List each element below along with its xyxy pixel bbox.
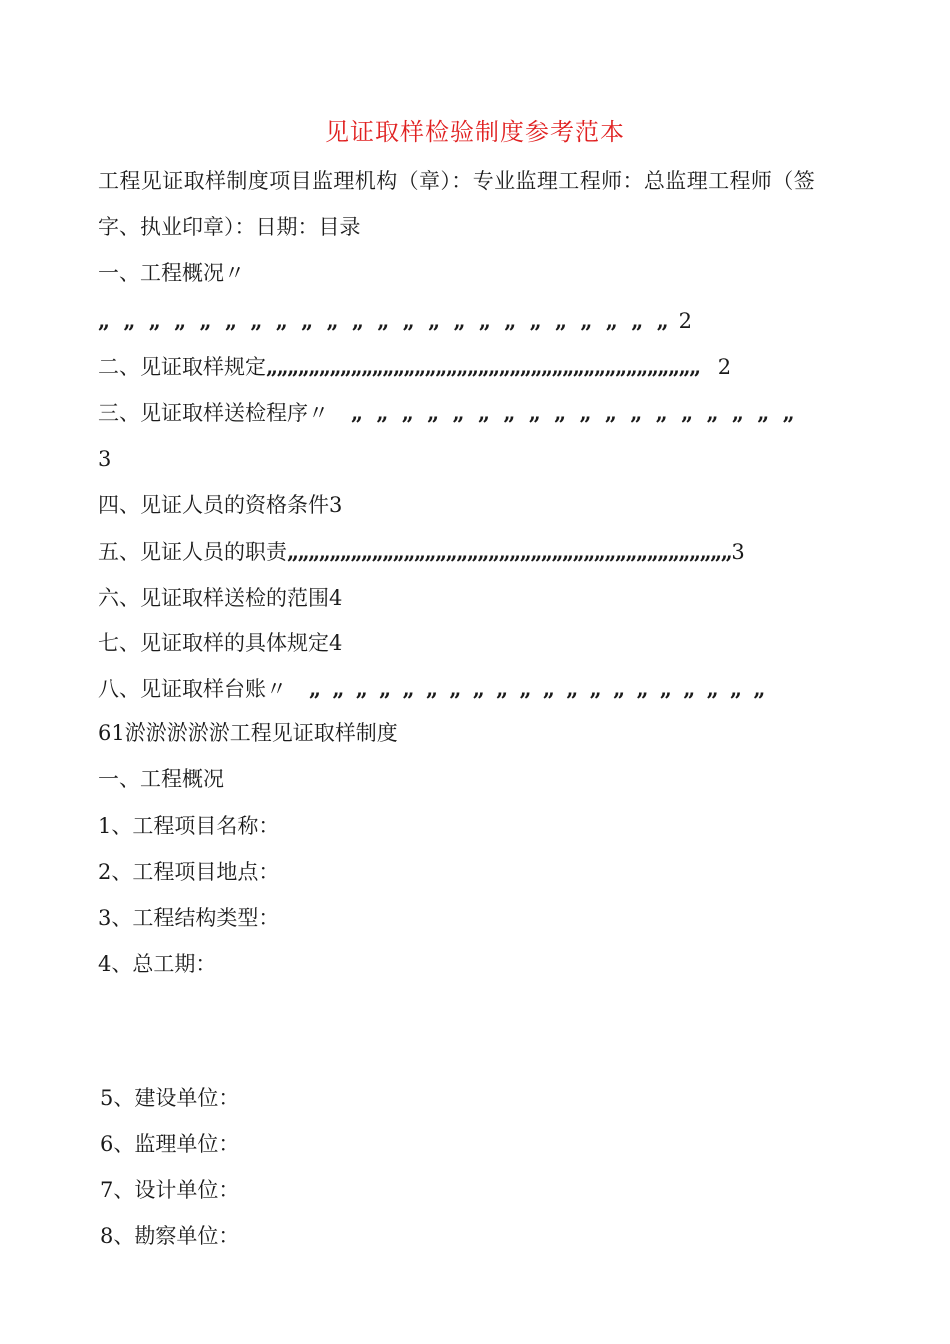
- toc-page-number: 3: [329, 493, 343, 517]
- toc-entry-6: [98, 583, 342, 613]
- toc-page-number: 4: [329, 631, 343, 655]
- toc-entry-4: [98, 490, 342, 520]
- toc-page-number: 3: [731, 540, 745, 564]
- toc-entry-3-page: 3: [98, 447, 112, 471]
- toc-entry-label: 七、见证取样的具体规定: [98, 631, 329, 655]
- toc-leader-dots: „ „ „ „ „ „ „ „ „ „ „ „ „ „ „ „ „ „: [351, 400, 795, 425]
- toc-leader-dots: „ „ „ „ „ „ „ „ „ „ „ „ „ „ „ „ „ „ „ „ „ „ „: [98, 308, 669, 333]
- toc-entry-label: 二、见证取样规定: [98, 355, 266, 379]
- supervision-unit-field: 6、监理单位：: [100, 1132, 240, 1156]
- toc-page-number: 2: [717, 355, 732, 379]
- toc-entry-label: 四、见证人员的资格条件: [98, 493, 329, 517]
- construction-unit-field: 5、建设单位：: [100, 1086, 240, 1110]
- total-duration-field: 4、总工期：: [98, 952, 217, 976]
- toc-entry-1-leader-row: [98, 306, 692, 336]
- project-name-field: 1、工程项目名称：: [98, 814, 280, 838]
- toc-entry-label: 三、见证取样送检程序〃: [98, 401, 329, 425]
- section-heading: 一、工程概况: [98, 767, 224, 791]
- toc-page-number: 4: [329, 586, 343, 610]
- toc-entry-3: [98, 398, 795, 428]
- design-unit-field: 7、设计单位：: [100, 1178, 240, 1202]
- toc-entry-label: 六、见证取样送检的范围: [98, 586, 329, 610]
- structure-type-field: 3、工程结构类型：: [98, 906, 280, 930]
- toc-entry-label: 八、见证取样台账〃: [98, 677, 287, 701]
- body-heading: 61淤淤淤淤淤工程见证取样制度: [98, 721, 398, 745]
- header-line-1: 工程见证取样制度项目监理机构（章）：专业监理工程师：总监理工程师（签: [98, 169, 816, 193]
- toc-entry-5: [98, 537, 745, 567]
- survey-unit-field: 8、勘察单位：: [100, 1224, 240, 1248]
- toc-entry-1-label: 一、工程概况〃: [98, 261, 245, 285]
- document-title: 见证取样检验制度参考范本: [325, 118, 625, 146]
- toc-leader-dots: „„„„„„„„„„„„„„„„„„„„„„„„„„„„„„„„„„„„„„„„„: [266, 354, 700, 379]
- toc-leader-dots: „ „ „ „ „ „ „ „ „ „ „ „ „ „ „ „ „ „ „ „: [309, 676, 766, 701]
- header-line-2: 字、执业印章）：日期：目录: [98, 215, 361, 239]
- toc-page-number: 2: [678, 309, 693, 333]
- toc-entry-2: [98, 352, 731, 382]
- project-location-field: 2、工程项目地点：: [98, 860, 280, 884]
- toc-entry-label: 五、见证人员的职责: [98, 540, 287, 564]
- toc-entry-7: [98, 628, 342, 658]
- toc-entry-8: [98, 674, 766, 704]
- toc-leader-dots: „„„„„„„„„„„„„„„„„„„„„„„„„„„„„„„„„„„„„„„„„„: [287, 539, 732, 564]
